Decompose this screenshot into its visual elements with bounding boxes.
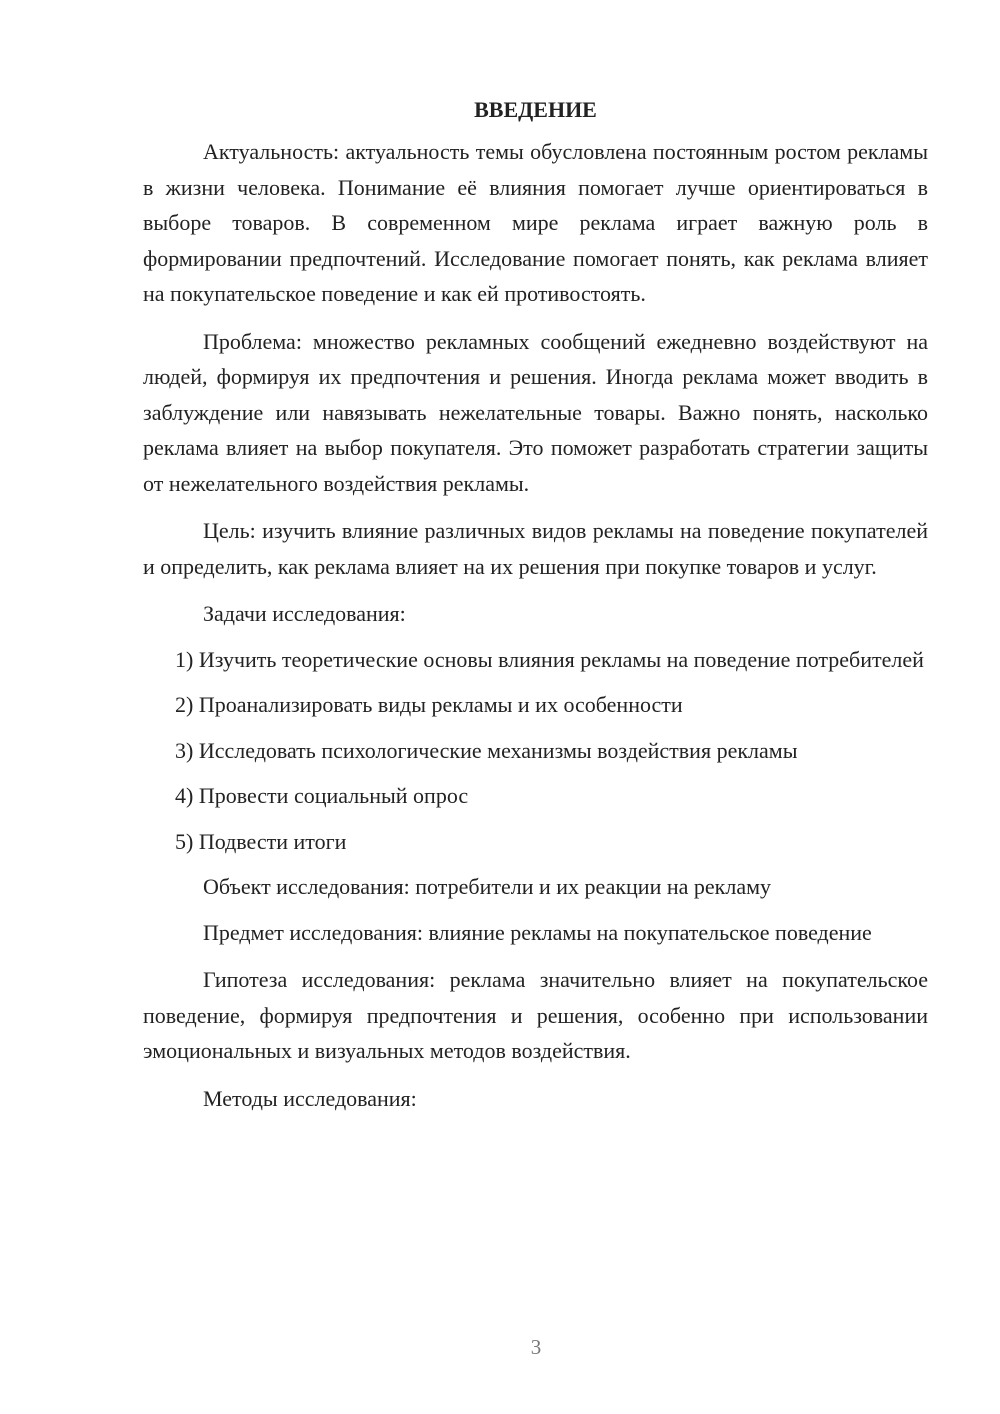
- relevance-paragraph: Актуальность: актуальность темы обусловлена постоянным ростом рекламы в жизни человека. Понимание её влияния помогает лучше ориентироваться в выборе товаров. В современном мире реклама играет важную роль в формировании предпочтений. Исследование помогает понять, как реклама влияет на покупательское поведение и как ей противостоять.: [143, 139, 928, 306]
- task-item-2: 2) Проанализировать виды рекламы и их особенности: [175, 692, 683, 717]
- task-item-5: 5) Подвести итоги: [175, 828, 347, 854]
- task-item-3: 3) Исследовать психологические механизмы воздействия рекламы: [175, 737, 798, 763]
- page-number: 3: [530, 1335, 542, 1359]
- goal-paragraph: Цель: изучить влияние различных видов рекламы на поведение покупателей и определить, как реклама влияет на их решения при покупке товаров и услуг.: [143, 518, 928, 579]
- tasks-heading: Задачи исследования:: [203, 601, 406, 626]
- hypothesis-paragraph: Гипотеза исследования: реклама значительно влияет на покупательское поведение, формируя предпочтения и решения, особенно при использовании эмоциональных и визуальных методов воздействия.: [143, 967, 928, 1063]
- object-paragraph: Объект исследования: потребители и их реакции на рекламу: [203, 874, 772, 899]
- task-item-4: 4) Провести социальный опрос: [175, 783, 469, 808]
- task-item-1: 1) Изучить теоретические основы влияния рекламы на поведение потребителей: [175, 646, 924, 672]
- methods-paragraph: Методы исследования:: [203, 1085, 417, 1111]
- document-page: [143, 96, 928, 1126]
- subject-paragraph: Предмет исследования: влияние рекламы на покупательское поведение: [203, 919, 872, 945]
- problem-paragraph: Проблема: множество рекламных сообщений ежедневно воздействуют на людей, формируя их предпочтения и решения. Иногда реклама может вводить в заблуждение или навязывать нежелательные товары. Важно понять, насколько реклама влияет на выбор покупателя. Это поможет разработать стратегии защиты от нежелательного воздействия рекламы.: [143, 328, 928, 496]
- page-title: ВВЕДЕНИЕ: [474, 97, 597, 122]
